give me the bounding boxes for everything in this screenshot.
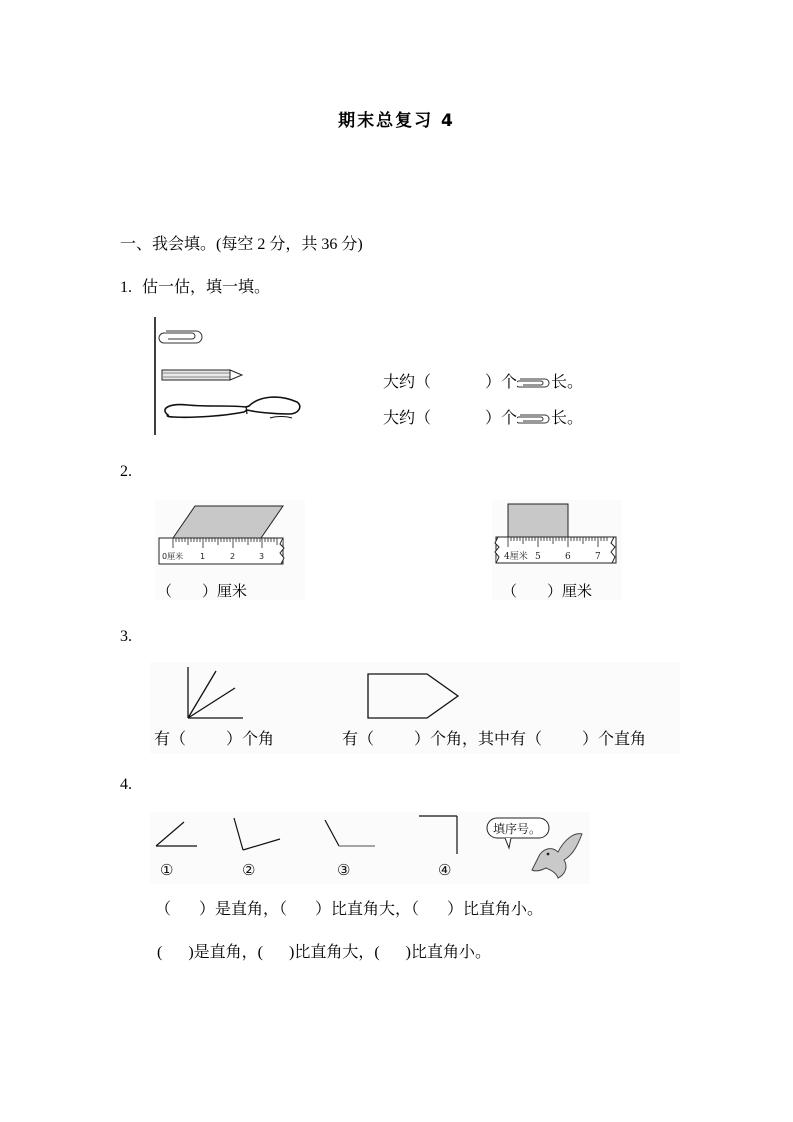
q4-answer-line-1: （ ）是直角，（ ）比直角大，（ ）比直角小。 (155, 899, 544, 918)
q4-answer-line-2: ( )是直角，( )比直角大，( )比直角小。 (157, 944, 492, 961)
paperclip-icon (517, 376, 551, 390)
q3-answer-1: 有（ ）个角 (154, 729, 275, 748)
speech-bubble-text: 填序号。 (493, 822, 542, 836)
objects-figure (150, 315, 310, 437)
ruler-figure-2 (492, 500, 622, 600)
question-prompt: 估一估，填一填。 (142, 279, 271, 296)
question-number: 1. (120, 279, 132, 296)
angle-2-icon (234, 818, 280, 850)
angle-3-icon (325, 820, 375, 846)
ruler-tick-label: 0厘米 (162, 552, 184, 561)
q3-answer-2: 有（ ）个角，其中有（ ）个直角 (342, 729, 647, 748)
angle-1-icon (156, 822, 197, 846)
ruler-tick-label: 1 (200, 552, 206, 561)
angles-fan-icon (188, 667, 243, 718)
ruler-tick-label: 2 (230, 552, 236, 561)
question-2-number: 2. (120, 463, 132, 480)
pentagon-shape-icon (368, 674, 458, 718)
q1-line-2: 大约（ ）个 长。 (383, 408, 584, 427)
knife-icon (165, 397, 300, 418)
ruler-tick-label: 6 (565, 552, 571, 562)
question-3-number: 3. (120, 628, 132, 645)
paperclip-icon (159, 331, 202, 343)
angle-label: ③ (337, 861, 351, 879)
ruler-tick-label: 3 (259, 552, 265, 561)
q3-figure (150, 662, 680, 754)
bird-mascot-icon (487, 818, 582, 878)
pencil-icon (162, 370, 242, 380)
ruler-tick-label: 5 (535, 552, 541, 562)
question-1 (120, 274, 270, 297)
angle-label: ② (242, 861, 256, 879)
angle-label: ① (160, 861, 174, 879)
angle-label: ④ (438, 861, 452, 879)
angle-4-icon (419, 816, 457, 854)
q4-figure (150, 812, 590, 884)
q2-answer-1: （ ）厘米 (157, 582, 248, 600)
ruler-tick-label: 4厘米 (504, 552, 528, 562)
section-heading: 一、我会填。(每空 2 分，共 36 分) (120, 236, 363, 253)
q2-answer-2: （ ）厘米 (502, 582, 593, 600)
ruler-figure-1 (155, 500, 305, 600)
page-title: 期末总复习 4 (338, 111, 455, 131)
q1-line-1: 大约（ ）个 长。 (383, 372, 584, 391)
ruler-tick-label: 7 (595, 552, 601, 562)
paperclip-icon (517, 412, 551, 426)
question-4-number: 4. (120, 776, 132, 793)
